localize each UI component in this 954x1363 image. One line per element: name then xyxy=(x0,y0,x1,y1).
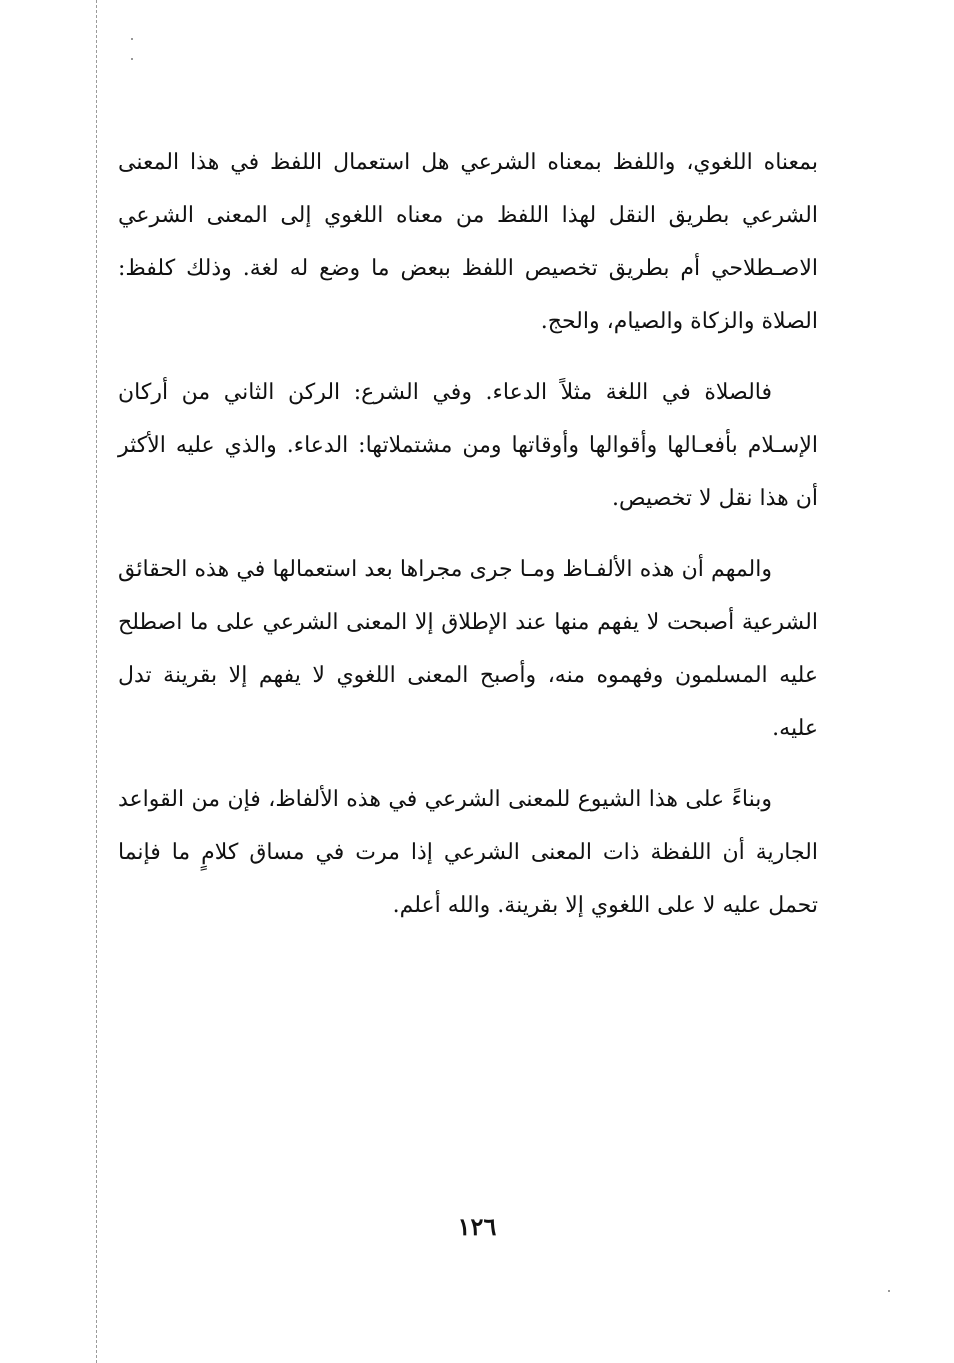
paragraph-1: بمعناه اللغوي، واللفظ بمعناه الشرعي هل استعمال اللفظ في هذا المعنى الشرعي بطريق النقل لهذا اللفظ من معناه اللغوي إلى المعنى الشرعي الاصـطلاحي أم بطريق تخصيص اللفظ ببعض ما وضع له لغة. وذلك كلفظ: الصلاة والزكاة والصيام، والحج. xyxy=(118,150,818,334)
scan-speck xyxy=(131,38,133,40)
paragraph-3: والمهم أن هذه الألفـاظ ومـا جرى مجراها بعد استعمالها في هذه الحقائق الشرعية أصبحت لا يفهم منها عند الإطلاق إلا المعنى الشرعي على ما اصطلح عليه المسلمون وفهموه منه، وأصبح المعنى اللغوي لا يفهم إلا بقرينة تدل عليه. xyxy=(118,557,818,741)
binding-margin-line xyxy=(96,0,97,1363)
paragraph-2: فالصلاة في اللغة مثلاً الدعاء. وفي الشرع: الركن الثاني من أركان الإسـلام بأفعـالها وأقوالها وأوقاتها ومن مشتملاتها: الدعاء. والذي عليه الأكثر أن هذا نقل لا تخصيص. xyxy=(118,380,818,511)
scan-speck xyxy=(888,1290,890,1292)
scan-speck xyxy=(131,58,133,60)
body-text xyxy=(118,136,818,950)
paragraph-4: وبناءً على هذا الشيوع للمعنى الشرعي في هذه الألفاظ، فإن من القواعد الجارية أن اللفظة ذات المعنى الشرعي إذا مرت في مساق كلامٍ ما فإنما تحمل عليه لا على اللغوي إلا بقرينة. والله أعلم. xyxy=(118,787,818,918)
page-number: ١٢٦ xyxy=(457,1212,497,1241)
